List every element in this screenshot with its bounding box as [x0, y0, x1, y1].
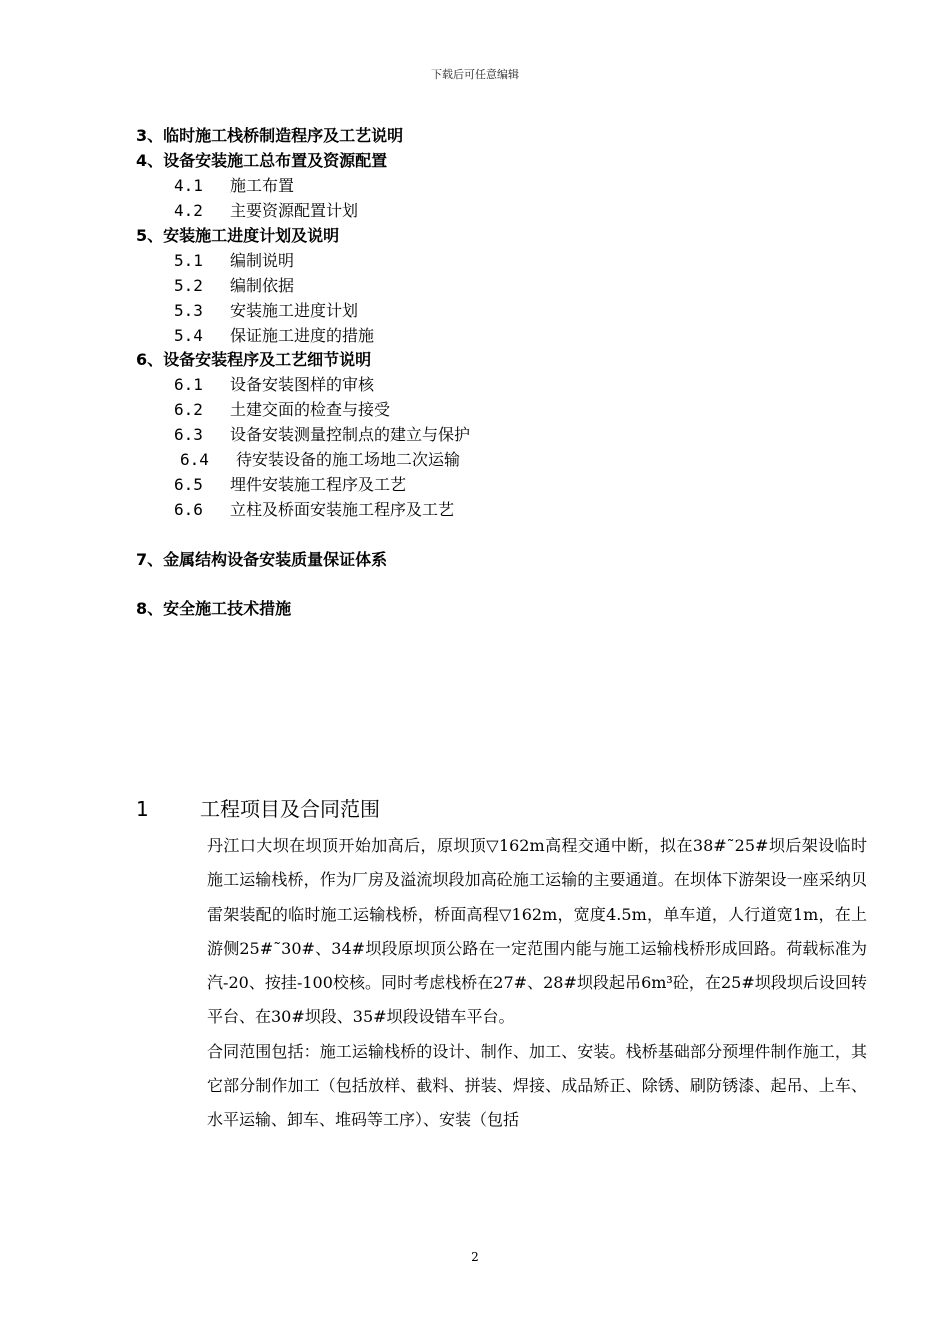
toc-item-title: 保证施工进度的措施: [230, 326, 375, 345]
page-header: 下载后可任意编辑: [431, 68, 519, 81]
toc-item-title: 主要资源配置计划: [230, 201, 359, 220]
section-body: [207, 829, 867, 1138]
toc-item-6-2: [174, 400, 390, 420]
toc-item-number: 6.3: [174, 425, 203, 444]
toc-item-number: 4.1: [174, 176, 203, 195]
toc-item-title: 安装施工进度计划及说明: [163, 226, 340, 245]
toc-item-4: [136, 151, 387, 171]
toc-item-number: 6.6: [174, 500, 203, 519]
toc-item-5: [136, 226, 339, 246]
toc-item-title: 施工布置: [230, 176, 295, 195]
toc-item-number: 5.2: [174, 276, 203, 295]
toc-item-4-2: [174, 201, 358, 221]
toc-item-number: 5、: [136, 226, 164, 245]
toc-item-title: 设备安装施工总布置及资源配置: [163, 151, 388, 170]
section-number: 1: [136, 797, 149, 821]
page-number: 2: [471, 1250, 479, 1264]
toc-item-number: 6、: [136, 350, 164, 369]
toc-item-title: 设备安装图样的审核: [230, 375, 375, 394]
toc-item-6-4: [180, 450, 460, 470]
toc-item-number: 6.1: [174, 375, 203, 394]
toc-item-6-1: [174, 375, 374, 395]
toc-item-title: 设备安装测量控制点的建立与保护: [230, 425, 471, 444]
toc-item-3: [136, 126, 403, 146]
toc-item-title: 安全施工技术措施: [163, 599, 292, 618]
toc-item-number: 6.4: [180, 450, 209, 469]
body-paragraph-2: 合同范围包括：施工运输栈桥的设计、制作、加工、安装。栈桥基础部分预埋件制作施工，其它部分制作加工（包括放样、截料、拼装、焊接、成品矫正、除锈、刷防锈漆、起吊、上车、水平运输、卸车、堆码等工序）、安装（包括: [207, 1041, 867, 1130]
toc-item-number: 5.1: [174, 251, 203, 270]
toc-item-title: 编制说明: [230, 251, 295, 270]
toc-item-number: 5.3: [174, 301, 203, 320]
toc-item-title: 临时施工栈桥制造程序及工艺说明: [163, 126, 404, 145]
toc-item-number: 4、: [136, 151, 164, 170]
toc-item-6-6: [174, 500, 454, 520]
toc-item-number: 3、: [136, 126, 164, 145]
toc-item-5-1: [174, 251, 294, 271]
section-title: 工程项目及合同范围: [200, 797, 380, 821]
toc-item-title: 立柱及桥面安装施工程序及工艺: [230, 500, 455, 519]
toc-item-title: 金属结构设备安装质量保证体系: [163, 550, 388, 569]
toc-item-title: 编制依据: [230, 276, 295, 295]
toc-item-number: 8、: [136, 599, 164, 618]
toc-item-5-4: [174, 326, 374, 346]
toc-item-title: 待安装设备的施工场地二次运输: [236, 450, 461, 469]
toc-item-title: 埋件安装施工程序及工艺: [230, 475, 407, 494]
toc-item-6: [136, 350, 371, 370]
toc-item-6-5: [174, 475, 406, 495]
section-heading: [136, 796, 380, 822]
toc-item-6-3: [174, 425, 470, 445]
toc-item-8: [136, 599, 291, 619]
toc-item-5-3: [174, 301, 358, 321]
toc-item-number: 4.2: [174, 201, 203, 220]
body-paragraph-1: 丹江口大坝在坝顶开始加高后，原坝顶▽162m高程交通中断，拟在38#˜25#坝后架设临时施工运输栈桥，作为厂房及溢流坝段加高砼施工运输的主要通道。在坝体下游架设一座采纳贝雷架装配的临时施工运输栈桥，桥面高程▽162m，宽度4.5m，单车道，人行道宽1m，在上游侧25#˜30#、34#坝段原坝顶公路在一定范围内能与施工运输栈桥形成回路。荷载标准为汽-20、按挂-100校核。同时考虑栈桥在27#、28#坝段起吊6m³砼，在25#坝段坝后设回转平台、在30#坝段、35#坝段设错车平台。: [207, 836, 867, 1027]
toc-item-number: 6.5: [174, 475, 203, 494]
toc-item-7: [136, 550, 387, 570]
toc-item-number: 7、: [136, 550, 164, 569]
toc-item-number: 5.4: [174, 326, 203, 345]
toc-item-number: 6.2: [174, 400, 203, 419]
toc-item-4-1: [174, 176, 294, 196]
toc-item-title: 设备安装程序及工艺细节说明: [163, 350, 372, 369]
toc-item-5-2: [174, 276, 294, 296]
toc-item-title: 土建交面的检查与接受: [230, 400, 391, 419]
toc-item-title: 安装施工进度计划: [230, 301, 359, 320]
